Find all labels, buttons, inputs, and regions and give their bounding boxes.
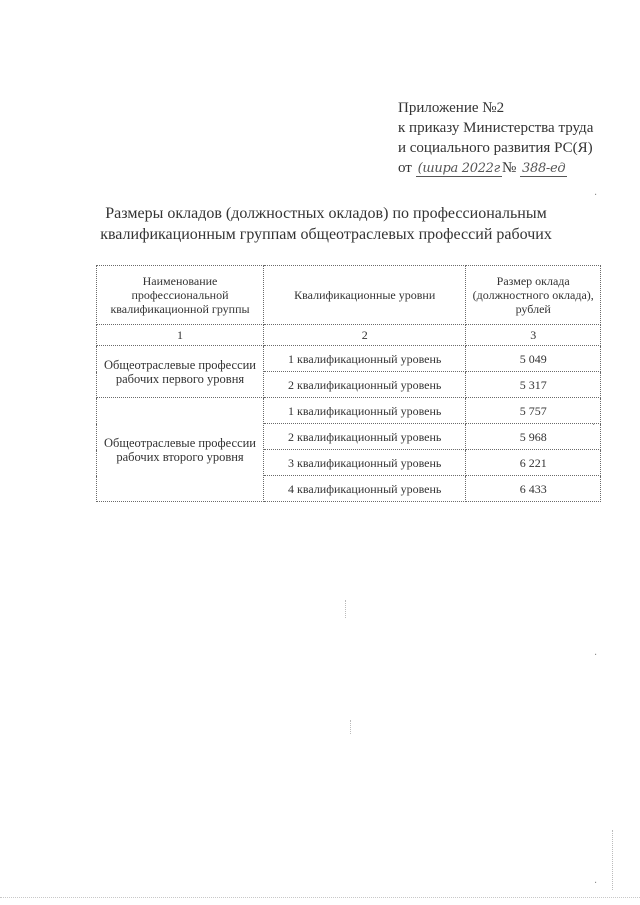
table-row <box>97 346 601 372</box>
scan-speck: · <box>594 650 598 661</box>
salary-cell: 6 221 <box>466 450 601 476</box>
handwritten-date: (шира 2022г <box>417 161 500 176</box>
scan-speck: · <box>594 878 598 889</box>
scan-edge-mark <box>345 600 346 618</box>
header-levels: Квалификационные уровни <box>264 266 466 325</box>
salary-cell: 5 968 <box>466 424 601 450</box>
title-line-2: квалификационным группам общеотраслевых профессий рабочих <box>100 226 552 243</box>
level-cell: 1 квалификационный уровень <box>264 398 466 424</box>
appendix-line-1: Приложение №2 <box>398 100 505 116</box>
scan-edge-mark <box>612 830 613 890</box>
level-cell: 4 квалификационный уровень <box>264 476 466 502</box>
table-header-row <box>97 266 601 325</box>
column-number-1: 1 <box>97 325 264 346</box>
scan-edge-mark <box>350 720 351 734</box>
scan-speck: · <box>592 420 596 431</box>
appendix-line-3: и социального развития РС(Я) <box>398 140 593 156</box>
table-row <box>97 398 601 424</box>
group-name-cell: Общеотраслевые профессии рабочих первого уровня <box>97 346 264 398</box>
scan-speck: · <box>594 190 598 201</box>
salary-cell: 6 433 <box>466 476 601 502</box>
column-number-3: 3 <box>466 325 601 346</box>
level-cell: 3 квалификационный уровень <box>264 450 466 476</box>
column-number-row <box>97 325 601 346</box>
column-number-2: 2 <box>264 325 466 346</box>
header-group-name: Наименование профессиональной квалификационной группы <box>97 266 264 325</box>
salary-cell: 5 757 <box>466 398 601 424</box>
level-cell: 2 квалификационный уровень <box>264 424 466 450</box>
appendix-block <box>398 98 593 179</box>
scan-bottom-edge <box>0 897 640 898</box>
salary-cell: 5 049 <box>466 346 601 372</box>
salary-cell: 5 317 <box>466 372 601 398</box>
title-line-1: Размеры окладов (должностных окладов) по профессиональным <box>105 205 547 222</box>
level-cell: 2 квалификационный уровень <box>264 372 466 398</box>
level-cell: 1 квалификационный уровень <box>264 346 466 372</box>
group-name-cell: Общеотраслевые профессии рабочих второго уровня <box>97 398 264 502</box>
appendix-date-line <box>398 158 593 179</box>
date-prefix: от <box>398 160 412 176</box>
appendix-line-2: к приказу Министерства труда <box>398 120 594 136</box>
number-prefix: № <box>501 160 517 176</box>
document-title <box>96 203 556 245</box>
salary-table <box>96 265 601 502</box>
handwritten-number: 388-ед <box>522 161 566 176</box>
header-salary: Размер оклада (должностного оклада), рублей <box>466 266 601 325</box>
